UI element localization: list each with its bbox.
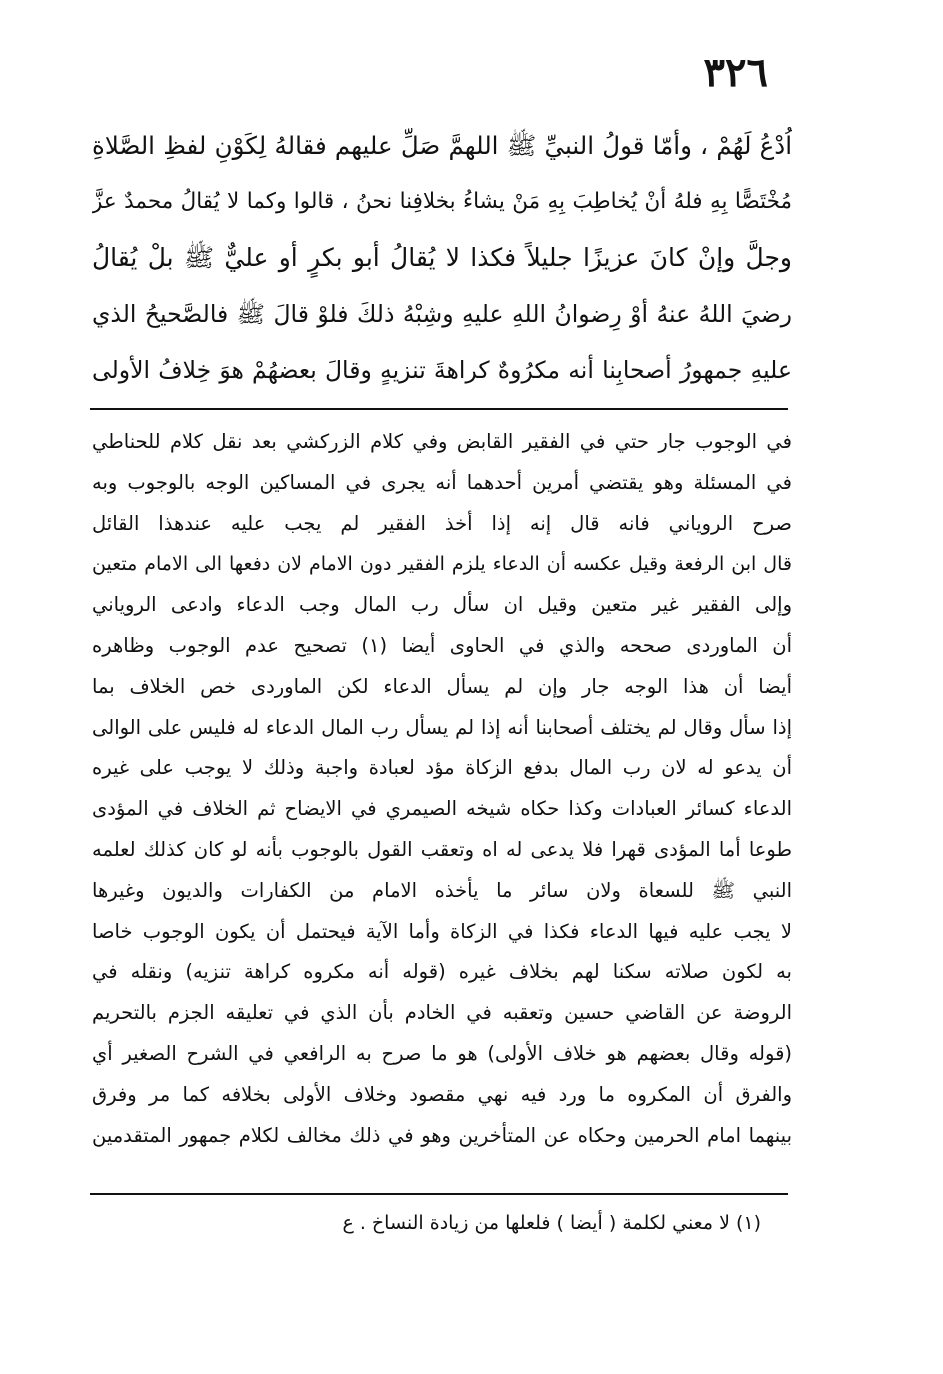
commentary-line: لا يجب عليه فيها الدعاء فكذا في الزكاة وأما الآية فيحتمل أن يكون الوجوب خاصا	[92, 919, 792, 943]
commentary-line: بينهما امام الحرمين وحكاه عن المتأخرين وهو في ذلك مخالف لكلام جمهور المتقدمين	[92, 1123, 792, 1147]
main-text-line: رضيَ اللهُ عنهُ أوْ رِضوانُ اللهِ عليهِ وشِبْهُ ذلكَ فلوْ قالَ ﷺ فالصَّحيحُ الذي	[92, 300, 792, 328]
commentary-line: أن يدعو له لان رب المال بدفع الزكاة مؤد لعبادة واجبة وذلك لا يوجب على غيره	[92, 756, 792, 780]
commentary-line: إذا سأل وقال لم يختلف أصحابنا أنه إذا لم يسأل رب المال الدعاء له فليس على الوالى	[92, 715, 792, 739]
commentary-line: قال ابن الرفعة وقيل عكسه أن الدعاء يلزم الفقير دون الامام لان دفعها الى الامام متعين	[92, 553, 792, 576]
main-text-line: وجلَّ وإنْ كانَ عزيزًا جليلاً فكذا لا يُقالُ أبو بكرٍ أو عليٌّ ﷺ بلْ يُقالُ	[92, 243, 792, 272]
commentary-line: طوعا أما المؤدى قهرا فلا يدعى له اه وتعقب القول بالوجوب بأنه لو كان كذلك لعلمه	[92, 837, 792, 861]
commentary-line: (قوله وقال بعضهم هو خلاف الأولى) هو ما صرح به الرافعي في الشرح الصغير أي	[92, 1041, 792, 1065]
page-number: ٣٢٦	[703, 49, 768, 96]
commentary-line: أن الماوردى صححه والذي في الحاوى أيضا (١) تصحيح عدم الوجوب وظاهره	[92, 633, 792, 657]
commentary-line: به لكون صلاته سكنا لهم بخلاف غيره (قوله أنه مكروه كراهة تنزيه) ونقله في	[92, 960, 792, 984]
commentary-block	[92, 422, 792, 1156]
commentary-line: أيضا أن هذا الوجه جار وإن لم يسأل الدعاء لكن الماوردى خص الخلاف بما	[92, 674, 792, 698]
main-text-line: مُخْتَصًّا بِهِ فلهُ أنْ يُخاطِبَ بِهِ مَنْ يشاءُ بخلافِنا نحنُ ، قالوا وكما لا يُقالُ محمدٌ عزَّ	[92, 189, 792, 214]
commentary-line: صرح الروياني فانه قال إنه إذا أخذ الفقير لم يجب عليه عندهذا القائل	[92, 511, 792, 535]
commentary-line: الدعاء كسائر العبادات وكذا حكاه شيخه الصيمري في الايضاح ثم الخلاف في المؤدى	[92, 797, 792, 821]
footnote: (١) لا معني لكلمة ( أيضا ) فلعلها من زيادة النساخ . ع	[342, 1212, 761, 1234]
commentary-line: وإلى الفقير غير متعين وقيل ان سأل رب المال وجب الدعاء وادعى الروياني	[92, 593, 792, 617]
main-text-line: عليهِ جمهورُ أصحابِنا أنه مكرُوهٌ كراهةَ تنزيهٍ وقالَ بعضهُمْ هوَ خِلافُ الأولى	[92, 356, 792, 384]
commentary-line: النبي ﷺ للسعاة ولان سائر ما يأخذه الامام من الكفارات والديون وغيرها	[92, 878, 792, 902]
main-text-line: اُدْعُ لَهُمْ ، وأمّا قولُ النبيِّ ﷺ اللهمَّ صَلِّ عليهم فقالهُ لِكَوْنِ لفظِ الصَّلاةِ	[92, 131, 792, 160]
commentary-line: في الوجوب جار حتي في الفقير القابض وفي كلام الزركشي بعد نقل كلام للحناطي	[92, 430, 792, 453]
commentary-line: في المسئلة وهو يقتضي أمرين أحدهما أنه يجرى في المساكين الوجه بالوجوب وبه	[92, 470, 792, 494]
main-text-divider	[90, 408, 788, 410]
commentary-line: الروضة عن القاضي حسين وتعقبه في الخادم بأن الذي في تعليقه الجزم بالتحريم	[92, 1001, 792, 1025]
main-text-block	[92, 118, 792, 398]
footnote-divider	[90, 1193, 788, 1195]
commentary-line: والفرق أن المكروه ما ورد فيه نهي مقصود وخلاف الأولى بخلافه كما مر وفرق	[92, 1082, 792, 1106]
